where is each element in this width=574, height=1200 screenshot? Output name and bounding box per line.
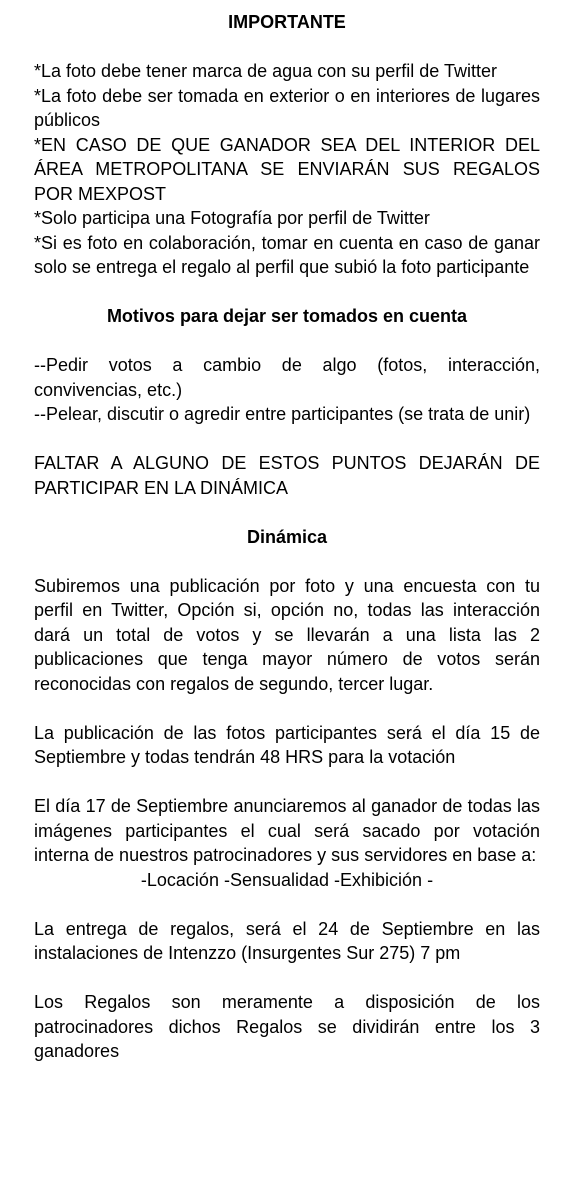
- dinamica-paragraph-3: El día 17 de Septiembre anunciaremos al ganador de todas las imágenes participantes el cual será sacado por votación interna de nuestros patrocinadores y sus servidores en base a:: [34, 796, 540, 865]
- heading-motivos: Motivos para dejar ser tomados en cuenta: [106, 306, 468, 326]
- spacer: [34, 329, 540, 354]
- rule-collaboration: *Si es foto en colaboración, tomar en cuenta en caso de ganar solo se entrega el regalo al perfil que subió la foto participante: [34, 232, 540, 277]
- dinamica-paragraph-1: Subiremos una publicación por foto y una encuesta con tu perfil en Twitter, Opción si, opción no, todas las interacción dará un total de votos y se llevarán a una lista las 2 publicaciones que tenga mayor número de votos serán reconocidas con regalos de segundo, tercer lugar.: [34, 575, 540, 694]
- warning-text: FALTAR A ALGUNO DE ESTOS PUNTOS DEJARÁN DE PARTICIPAR EN LA DINÁMICA: [34, 453, 540, 498]
- spacer: [34, 966, 540, 991]
- motivo-votes: --Pedir votos a cambio de algo (fotos, interacción, convivencias, etc.): [34, 355, 540, 400]
- spacer: [34, 427, 540, 452]
- spacer: [34, 280, 540, 305]
- heading-importante: IMPORTANTE: [228, 12, 346, 32]
- dinamica-paragraph-4: La entrega de regalos, será el 24 de Septiembre en las instalaciones de Intenzzo (Insurgentes Sur 275) 7 pm: [34, 918, 540, 963]
- motivo-fight: --Pelear, discutir o agredir entre participantes (se trata de unir): [34, 404, 531, 424]
- spacer: [34, 770, 540, 795]
- dinamica-paragraph-5: Los Regalos son meramente a disposición de los patrocinadores dichos Regalos se dividirán entre los 3 ganadores: [34, 992, 540, 1061]
- spacer: [34, 35, 540, 60]
- spacer: [34, 892, 540, 917]
- spacer: [34, 549, 540, 574]
- spacer: [34, 500, 540, 525]
- criteria-list: -Locación -Sensualidad -Exhibición -: [140, 869, 434, 890]
- dinamica-paragraph-2: La publicación de las fotos participantes será el día 15 de Septiembre y todas tendrán 48 HRS para la votación: [34, 722, 540, 767]
- rule-location: *La foto debe ser tomada en exterior o en interiores de lugares públicos: [34, 85, 540, 130]
- document-body: [34, 10, 540, 1064]
- rule-mexpost: *EN CASO DE QUE GANADOR SEA DEL INTERIOR DEL ÁREA METROPOLITANA SE ENVIARÁN SUS REGALOS POR MEXPOST: [34, 134, 540, 204]
- rule-one-photo: *Solo participa una Fotografía por perfil de Twitter: [34, 208, 430, 228]
- heading-dinamica: Dinámica: [246, 526, 328, 547]
- spacer: [34, 696, 540, 721]
- rule-watermark: *La foto debe tener marca de agua con su perfil de Twitter: [34, 61, 497, 81]
